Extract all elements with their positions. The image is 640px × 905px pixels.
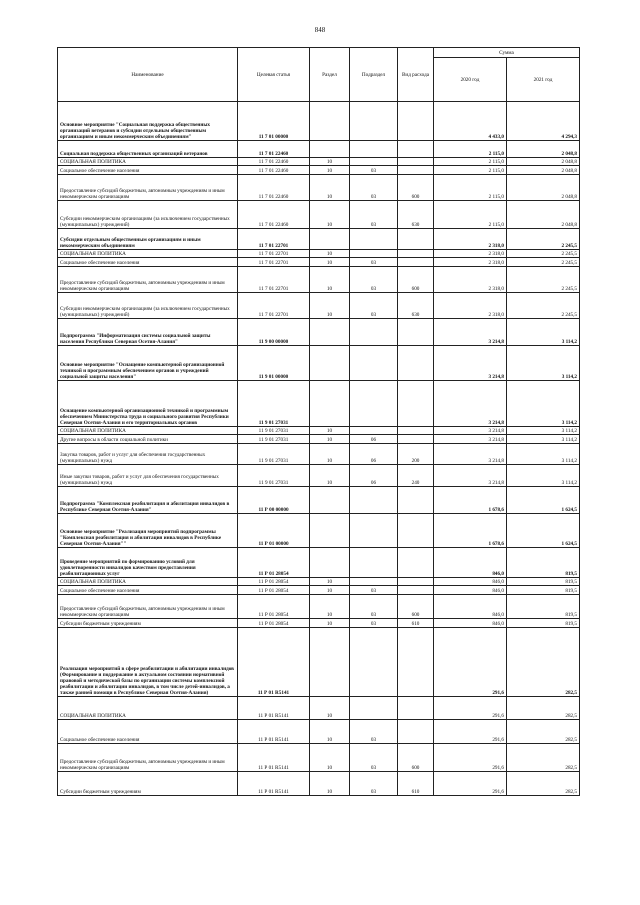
cell-expense-type: 600 bbox=[398, 267, 434, 293]
cell-name: Социальное обеспечение населения bbox=[58, 166, 238, 175]
cell-section bbox=[310, 628, 350, 697]
cell-expense-type bbox=[398, 381, 434, 427]
table-row bbox=[58, 465, 580, 487]
header-section: Раздел bbox=[310, 48, 350, 102]
header-2021: 2021 год bbox=[507, 58, 580, 102]
cell-section: 10 bbox=[310, 258, 350, 267]
cell-section bbox=[310, 346, 350, 381]
cell-2020: 291,6 bbox=[434, 697, 507, 720]
cell-target: 11 Р 01 28054 bbox=[238, 595, 310, 619]
cell-expense-type: 610 bbox=[398, 772, 434, 796]
cell-section: 10 bbox=[310, 465, 350, 487]
cell-2020: 291,6 bbox=[434, 772, 507, 796]
cell-target: 11 7 01 00000 bbox=[238, 102, 310, 141]
cell-subsection: 03 bbox=[350, 201, 398, 229]
cell-2021: 2 245,5 bbox=[507, 293, 580, 319]
cell-expense-type bbox=[398, 141, 434, 158]
cell-section: 10 bbox=[310, 444, 350, 465]
cell-target: 11 7 01 22701 bbox=[238, 250, 310, 258]
cell-subsection: 03 bbox=[350, 586, 398, 595]
cell-expense-type bbox=[398, 229, 434, 250]
cell-section: 10 bbox=[310, 293, 350, 319]
cell-section bbox=[310, 319, 350, 346]
cell-name: СОЦИАЛЬНАЯ ПОЛИТИКА bbox=[58, 427, 238, 435]
header-expense-type: Вид расхода bbox=[398, 48, 434, 102]
cell-2020: 3 214,8 bbox=[434, 427, 507, 435]
cell-name: Закупка товаров, работ и услуг для обеспечения государственных (муниципальных) нужд bbox=[58, 444, 238, 465]
table-row bbox=[58, 141, 580, 158]
cell-2020: 291,6 bbox=[434, 720, 507, 744]
cell-subsection bbox=[350, 427, 398, 435]
cell-2020: 291,6 bbox=[434, 744, 507, 772]
cell-name: Социальное обеспечение населения bbox=[58, 720, 238, 744]
cell-section: 10 bbox=[310, 427, 350, 435]
cell-name: Проведение мероприятий по формированию условий для удовлетворенности инвалидов качеством предоставления реабилитационных услуг bbox=[58, 548, 238, 578]
cell-section bbox=[310, 102, 350, 141]
cell-expense-type: 200 bbox=[398, 444, 434, 465]
cell-name: СОЦИАЛЬНАЯ ПОЛИТИКА bbox=[58, 250, 238, 258]
cell-name: Оснащение компьютерной организационной техникой и программным обеспечением Министерства труда и социального развития Республики Северная Осетия-Алания и его территориальных органов bbox=[58, 381, 238, 427]
cell-expense-type bbox=[398, 427, 434, 435]
cell-2020: 3 214,8 bbox=[434, 346, 507, 381]
cell-name: СОЦИАЛЬНАЯ ПОЛИТИКА bbox=[58, 158, 238, 166]
cell-expense-type: 610 bbox=[398, 619, 434, 628]
cell-subsection bbox=[350, 514, 398, 548]
cell-name: Основное мероприятие "Социальная поддержка общественных организаций ветеранов и субсидии отдельным общественным организациям и иным некоммерческим объединениям" bbox=[58, 102, 238, 141]
cell-name: Подпрограмма "Информатизация системы социальной защиты населения Республики Северная Осетия-Алания" bbox=[58, 319, 238, 346]
cell-section bbox=[310, 381, 350, 427]
cell-name: Основное мероприятие "Оснащение компьютерной организационной техникой и программным обеспечением органов и учреждений социальной защиты населения" bbox=[58, 346, 238, 381]
cell-section bbox=[310, 487, 350, 514]
cell-subsection: 06 bbox=[350, 465, 398, 487]
cell-subsection: 03 bbox=[350, 595, 398, 619]
cell-expense-type bbox=[398, 435, 434, 444]
cell-2021: 3 114,2 bbox=[507, 427, 580, 435]
table-row bbox=[58, 201, 580, 229]
cell-expense-type bbox=[398, 578, 434, 586]
cell-2020: 846,0 bbox=[434, 578, 507, 586]
cell-target: 11 Р 01 R5141 bbox=[238, 744, 310, 772]
table-row bbox=[58, 346, 580, 381]
table-row bbox=[58, 487, 580, 514]
cell-section: 10 bbox=[310, 586, 350, 595]
cell-section: 10 bbox=[310, 250, 350, 258]
cell-2020: 2 115,0 bbox=[434, 175, 507, 201]
cell-section: 10 bbox=[310, 697, 350, 720]
table-row bbox=[58, 628, 580, 697]
budget-table bbox=[57, 47, 580, 796]
cell-2020: 3 214,8 bbox=[434, 435, 507, 444]
cell-name: Другие вопросы в области социальной политики bbox=[58, 435, 238, 444]
table-row bbox=[58, 175, 580, 201]
cell-name: Подпрограмма "Комплексная реабилитация и абилитация инвалидов в Республике Северная Осетия-Алания" bbox=[58, 487, 238, 514]
table-row bbox=[58, 586, 580, 595]
cell-subsection: 03 bbox=[350, 619, 398, 628]
cell-subsection bbox=[350, 229, 398, 250]
cell-target: 11 Р 01 00000 bbox=[238, 514, 310, 548]
cell-2020: 2 115,0 bbox=[434, 166, 507, 175]
cell-2021: 3 114,2 bbox=[507, 381, 580, 427]
table-row bbox=[58, 697, 580, 720]
cell-section: 10 bbox=[310, 166, 350, 175]
cell-section: 10 bbox=[310, 158, 350, 166]
cell-target: 11 Р 01 28054 bbox=[238, 578, 310, 586]
cell-section: 10 bbox=[310, 435, 350, 444]
cell-2020: 3 214,8 bbox=[434, 381, 507, 427]
table-row bbox=[58, 595, 580, 619]
cell-target: 11 9 01 27031 bbox=[238, 427, 310, 435]
cell-2020: 2 318,0 bbox=[434, 250, 507, 258]
cell-2021: 2 048,8 bbox=[507, 201, 580, 229]
cell-subsection bbox=[350, 319, 398, 346]
table-row bbox=[58, 744, 580, 772]
cell-expense-type bbox=[398, 628, 434, 697]
table-row bbox=[58, 427, 580, 435]
cell-2021: 282,5 bbox=[507, 628, 580, 697]
cell-section: 10 bbox=[310, 578, 350, 586]
cell-section bbox=[310, 229, 350, 250]
cell-name: Предоставление субсидий бюджетным, автономным учреждениям и иным некоммерческим организациям bbox=[58, 595, 238, 619]
header-name: Наименование bbox=[58, 48, 238, 102]
cell-section bbox=[310, 141, 350, 158]
cell-name: Социальное обеспечение населения bbox=[58, 586, 238, 595]
cell-section: 10 bbox=[310, 267, 350, 293]
cell-2021: 3 114,2 bbox=[507, 319, 580, 346]
cell-section: 10 bbox=[310, 720, 350, 744]
table-row bbox=[58, 293, 580, 319]
cell-2020: 3 214,8 bbox=[434, 444, 507, 465]
cell-2021: 282,5 bbox=[507, 772, 580, 796]
cell-target: 11 7 01 22460 bbox=[238, 166, 310, 175]
cell-2021: 819,5 bbox=[507, 619, 580, 628]
cell-name: Социальное обеспечение населения bbox=[58, 258, 238, 267]
cell-target: 11 9 00 00000 bbox=[238, 319, 310, 346]
cell-2020: 2 115,0 bbox=[434, 201, 507, 229]
cell-expense-type: 240 bbox=[398, 465, 434, 487]
cell-expense-type: 600 bbox=[398, 744, 434, 772]
cell-name: Предоставление субсидий бюджетным, автономным учреждениям и иным некоммерческим организациям bbox=[58, 267, 238, 293]
cell-target: 11 Р 01 R5141 bbox=[238, 720, 310, 744]
cell-target: 11 9 01 27031 bbox=[238, 381, 310, 427]
cell-subsection bbox=[350, 578, 398, 586]
cell-target: 11 9 01 27031 bbox=[238, 444, 310, 465]
cell-expense-type bbox=[398, 697, 434, 720]
cell-target: 11 Р 01 28054 bbox=[238, 586, 310, 595]
table-row bbox=[58, 158, 580, 166]
cell-2020: 2 318,0 bbox=[434, 293, 507, 319]
cell-name: Субсидии некоммерческим организациям (за исключением государственных (муниципальных) учреждений) bbox=[58, 201, 238, 229]
cell-subsection bbox=[350, 102, 398, 141]
table-row bbox=[58, 578, 580, 586]
cell-target: 11 9 01 27031 bbox=[238, 465, 310, 487]
cell-target: 11 7 01 22460 bbox=[238, 141, 310, 158]
cell-name: Субсидии некоммерческим организациям (за исключением государственных (муниципальных) учреждений) bbox=[58, 293, 238, 319]
cell-2021: 819,5 bbox=[507, 578, 580, 586]
table-row bbox=[58, 102, 580, 141]
cell-2020: 846,0 bbox=[434, 548, 507, 578]
cell-target: 11 7 01 22460 bbox=[238, 158, 310, 166]
cell-target: 11 Р 01 R5141 bbox=[238, 772, 310, 796]
cell-target: 11 Р 01 28054 bbox=[238, 619, 310, 628]
table-row bbox=[58, 229, 580, 250]
table-row bbox=[58, 166, 580, 175]
cell-expense-type: 630 bbox=[398, 293, 434, 319]
cell-subsection: 03 bbox=[350, 293, 398, 319]
header-subsection: Подраздел bbox=[350, 48, 398, 102]
table-row bbox=[58, 250, 580, 258]
table-row bbox=[58, 444, 580, 465]
cell-section: 10 bbox=[310, 772, 350, 796]
cell-expense-type bbox=[398, 166, 434, 175]
cell-name: Субсидии бюджетным учреждениям bbox=[58, 772, 238, 796]
table-row bbox=[58, 435, 580, 444]
cell-name: Основное мероприятие "Реализация мероприятий подпрограммы "Комплексная реабилитация и абилитация инвалидов в Республике Северная Осетия-Алания"" bbox=[58, 514, 238, 548]
cell-expense-type bbox=[398, 548, 434, 578]
cell-2020: 4 433,0 bbox=[434, 102, 507, 141]
table-row bbox=[58, 514, 580, 548]
cell-subsection: 03 bbox=[350, 166, 398, 175]
cell-2020: 3 214,8 bbox=[434, 465, 507, 487]
cell-subsection bbox=[350, 141, 398, 158]
cell-2021: 3 114,2 bbox=[507, 444, 580, 465]
cell-name: Предоставление субсидий бюджетным, автономным учреждениям и иным некоммерческим организациям bbox=[58, 744, 238, 772]
cell-2020: 2 115,0 bbox=[434, 141, 507, 158]
cell-2021: 1 624,5 bbox=[507, 487, 580, 514]
header-2020: 2020 год bbox=[434, 58, 507, 102]
cell-2020: 1 678,6 bbox=[434, 514, 507, 548]
cell-2021: 3 114,2 bbox=[507, 465, 580, 487]
cell-target: 11 Р 01 R5141 bbox=[238, 697, 310, 720]
cell-subsection: 06 bbox=[350, 435, 398, 444]
header-target: Целевая статья bbox=[238, 48, 310, 102]
cell-2020: 2 115,0 bbox=[434, 158, 507, 166]
cell-subsection bbox=[350, 628, 398, 697]
cell-2021: 282,5 bbox=[507, 697, 580, 720]
cell-subsection bbox=[350, 346, 398, 381]
cell-expense-type bbox=[398, 250, 434, 258]
cell-subsection bbox=[350, 548, 398, 578]
cell-2020: 846,0 bbox=[434, 586, 507, 595]
cell-subsection bbox=[350, 250, 398, 258]
cell-target: 11 7 01 22701 bbox=[238, 229, 310, 250]
cell-section: 10 bbox=[310, 744, 350, 772]
cell-subsection: 06 bbox=[350, 444, 398, 465]
cell-2021: 2 245,5 bbox=[507, 258, 580, 267]
cell-expense-type bbox=[398, 258, 434, 267]
cell-section: 10 bbox=[310, 175, 350, 201]
cell-subsection: 03 bbox=[350, 258, 398, 267]
cell-target: 11 7 01 22701 bbox=[238, 293, 310, 319]
cell-2021: 1 624,5 bbox=[507, 514, 580, 548]
cell-target: 11 7 01 22460 bbox=[238, 201, 310, 229]
cell-2021: 2 048,8 bbox=[507, 158, 580, 166]
cell-2020: 846,0 bbox=[434, 595, 507, 619]
cell-target: 11 Р 00 00000 bbox=[238, 487, 310, 514]
cell-expense-type bbox=[398, 487, 434, 514]
cell-2021: 2 048,8 bbox=[507, 166, 580, 175]
cell-name: Иные закупки товаров, работ и услуг для обеспечения государственных (муниципальных) нужд bbox=[58, 465, 238, 487]
cell-section: 10 bbox=[310, 595, 350, 619]
cell-2020: 846,0 bbox=[434, 619, 507, 628]
cell-expense-type bbox=[398, 514, 434, 548]
cell-name: Реализация мероприятий в сфере реабилитации и абилитации инвалидов (Формирование и поддержание в актуальном состоянии нормативной правовой и методической базы по организации системы комплексной реабилитации и абилитации инвалидов, в том числе детей-инвалидов, а также ранней помощи в Республике Северная Осетия-Алания) bbox=[58, 628, 238, 697]
cell-2021: 3 114,2 bbox=[507, 435, 580, 444]
cell-2021: 819,5 bbox=[507, 595, 580, 619]
cell-2021: 819,5 bbox=[507, 548, 580, 578]
cell-2020: 3 214,8 bbox=[434, 319, 507, 346]
table-header bbox=[58, 48, 580, 102]
cell-expense-type: 600 bbox=[398, 175, 434, 201]
cell-2021: 2 048,8 bbox=[507, 141, 580, 158]
cell-target: 11 9 01 00000 bbox=[238, 346, 310, 381]
cell-name: СОЦИАЛЬНАЯ ПОЛИТИКА bbox=[58, 697, 238, 720]
cell-subsection: 03 bbox=[350, 772, 398, 796]
cell-subsection bbox=[350, 697, 398, 720]
cell-name: Субсидии отдельным общественным организациям и иным некоммерческим объединениям bbox=[58, 229, 238, 250]
cell-2021: 819,5 bbox=[507, 586, 580, 595]
cell-target: 11 7 01 22460 bbox=[238, 175, 310, 201]
table-body bbox=[58, 102, 580, 796]
cell-subsection: 03 bbox=[350, 744, 398, 772]
table-row bbox=[58, 267, 580, 293]
cell-2021: 3 114,2 bbox=[507, 346, 580, 381]
table-row bbox=[58, 381, 580, 427]
cell-2020: 2 318,0 bbox=[434, 229, 507, 250]
cell-expense-type: 630 bbox=[398, 201, 434, 229]
cell-name: Субсидии бюджетным учреждениям bbox=[58, 619, 238, 628]
cell-target: 11 7 01 22701 bbox=[238, 267, 310, 293]
header-sum: Сумма bbox=[434, 48, 580, 58]
cell-section bbox=[310, 514, 350, 548]
cell-subsection bbox=[350, 487, 398, 514]
cell-expense-type: 600 bbox=[398, 595, 434, 619]
cell-target: 11 Р 01 28054 bbox=[238, 548, 310, 578]
cell-2021: 2 245,5 bbox=[507, 250, 580, 258]
cell-section bbox=[310, 548, 350, 578]
cell-name: Социальная поддержка общественных организаций ветеранов bbox=[58, 141, 238, 158]
cell-subsection: 03 bbox=[350, 720, 398, 744]
cell-2021: 2 245,5 bbox=[507, 229, 580, 250]
cell-2021: 2 048,8 bbox=[507, 175, 580, 201]
cell-target: 11 9 01 27031 bbox=[238, 435, 310, 444]
cell-target: 11 7 01 22701 bbox=[238, 258, 310, 267]
page-number: 848 bbox=[314, 26, 326, 34]
table-row bbox=[58, 619, 580, 628]
cell-expense-type bbox=[398, 586, 434, 595]
cell-subsection bbox=[350, 381, 398, 427]
cell-target: 11 Р 01 R5141 bbox=[238, 628, 310, 697]
table-row bbox=[58, 258, 580, 267]
cell-2020: 291,6 bbox=[434, 628, 507, 697]
table-row bbox=[58, 720, 580, 744]
table-row bbox=[58, 548, 580, 578]
cell-subsection: 03 bbox=[350, 267, 398, 293]
cell-expense-type bbox=[398, 102, 434, 141]
cell-expense-type bbox=[398, 346, 434, 381]
cell-expense-type bbox=[398, 319, 434, 346]
cell-2021: 4 294,3 bbox=[507, 102, 580, 141]
cell-2020: 2 318,0 bbox=[434, 258, 507, 267]
cell-2020: 1 678,6 bbox=[434, 487, 507, 514]
cell-expense-type bbox=[398, 158, 434, 166]
cell-section: 10 bbox=[310, 619, 350, 628]
cell-expense-type bbox=[398, 720, 434, 744]
table-row bbox=[58, 772, 580, 796]
table-row bbox=[58, 319, 580, 346]
cell-2020: 2 318,0 bbox=[434, 267, 507, 293]
cell-2021: 2 245,5 bbox=[507, 267, 580, 293]
cell-subsection bbox=[350, 158, 398, 166]
cell-section: 10 bbox=[310, 201, 350, 229]
cell-subsection: 03 bbox=[350, 175, 398, 201]
cell-2021: 282,5 bbox=[507, 720, 580, 744]
cell-2021: 282,5 bbox=[507, 744, 580, 772]
cell-name: СОЦИАЛЬНАЯ ПОЛИТИКА bbox=[58, 578, 238, 586]
cell-name: Предоставление субсидий бюджетным, автономным учреждениям и иным некоммерческим организациям bbox=[58, 175, 238, 201]
